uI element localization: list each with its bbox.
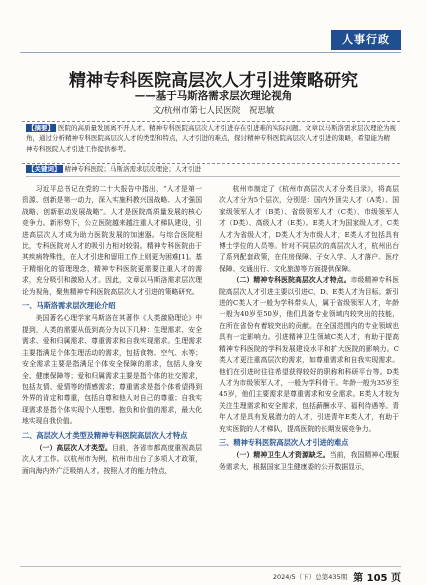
page-number: 第 105 页 [353, 573, 401, 584]
keywords [26, 164, 400, 177]
section-heading-1: 一、马斯洛需求层次理论介绍 [22, 301, 116, 311]
keywords-text: 精神专科医院；马斯洛需求层次理论；人才引进 [64, 165, 201, 173]
article-author: 文/杭州市第七人民医院 祝思敏 [152, 106, 275, 116]
page-footer [273, 569, 401, 584]
intro-paragraph: 习近平总书记在党的二十大报告中指出，“人才是第一资源、创新是第一动力，深入实施科教兴国战略、人才强国战略、创新驱动发展战略”。人才是医院高质量发展的核心竞争力。新形势下，公立医院越来越注重人才梯队建设，引进高层次人才成为助力医院发展的加速器。与综合医院相比，专科医院对人才的吸引力相对较弱。精神专科医院由于其疾病特殊性，在人才引进和留用工作上则更为困难[1]。基于精细化的管理理念，精神专科医院更需要注重人才的需求，充分吸引和激励人才。因此，文章以马斯洛需求层次理论为视角，聚焦精神专科医院高层次人才引进的策略研究。 [22, 185, 202, 296]
abstract-text: 医院的高质量发展离不开人才。精神专科医院高层次人才引进存在引进难的实际问题。文章以马斯洛需求层次理论为视角，通过分析精神专科医院高层次人才的类型和特点，人才引进的难点，探讨精神专科医院高层次人才引进的策略，希望能为精神专科医院人才引进工作提供参考。 [26, 124, 396, 153]
right-column [219, 184, 399, 554]
subheading-difficulties: （一）精神卫生人才资源缺乏。 [232, 451, 330, 460]
paragraph-hangzhou-policy: 杭州市制定了《杭州市高层次人才分类目录》，将高层次人才分为5个层次，分别是：国内外顶尖人才（A类）、国家级领军人才（B类）、省级领军人才（C类）、市级领军人才（D类）、高级人才（E类）。E类人才为国家级人才，C类人才为省级人才，D类人才为市级人才，E类人才包括具有博士学位的人员等。针对不同层次的高层次人才，杭州出台了系列配套政策，在住房保障、子女入学、人才落户、医疗保障、交通出行、文化旅游等方面提供保障。 [219, 185, 399, 273]
keywords-label: 【关键词】 [28, 165, 61, 173]
section-heading-2: 二、高层次人才类型及精神专科医院高层次人才特点 [22, 430, 188, 440]
abstract-label: 【摘要】 [28, 124, 54, 132]
subheading-talent-types: （一）高层次人才类型。 [35, 443, 112, 452]
difficulties-text: 当前，我国精神心理服务需求大，根据国家卫生健康委的公开数据显示， [219, 451, 399, 471]
left-column [22, 184, 202, 554]
talent-features-text: 市级精神专科医院高层次人才引进主要以引进C、D、E类人才为目标。新引进的C类人才一般为学科带头人，属于省级领军人才，年龄一般为40岁至50岁，他们具备专业领域内较突出的技能，在所在省份有着较突出的贡献。在全国范围内的专业领域也具有一定影响力。引进精神卫生领域C类人才，有助于提高精神专科医院的学科发展建设水平和扩大医院的影响力。C类人才更注重高层次的需求，如尊重需求和自我实现需求。他们在引进时往往希望获得较好的职称和科研平台等。D类人才为市级领军人才，一般为学科骨干。年龄一般为35岁至45岁，他们主要需求是尊重需求和安全需求。E类人才较为关注生理需求和安全需求，包括薪酬水平、福利待遇等。青年人才是具有发展潜力的人才，引进青年E类人才，有助于充实医院的人才梯队，提高医院的长期发展竞争力。 [219, 276, 399, 433]
paragraph-talent-features [219, 275, 399, 435]
section-heading-3: 三、精神专科医院高层次人才引进的难点 [219, 437, 349, 447]
subheading-talent-features: （二）精神专科医院高层次人才特点。 [232, 276, 351, 285]
paragraph-difficulties [219, 450, 399, 473]
talent-types-text: 目前，各省市都高度重视高层次人才工作。以杭州市为例，杭州市出台了多项人才政策，面向海内外广泛吸纳人才。按照人才的能力特点， [22, 443, 202, 475]
issue-info: 2024/5（下）总第435期 [272, 573, 348, 581]
abstract [22, 121, 400, 164]
section-tag: 人事行政 [331, 30, 401, 50]
paragraph-talent-types [22, 443, 202, 477]
article-title: 精神专科医院高层次人才引进策略研究 [69, 71, 358, 91]
paragraph-maslow: 美国著名心理学家马斯洛在其著作《人类激励理论》中提到，人类的需要从低到高分为以下几种：生理需求、安全需求、爱和归属需求、尊重需求和自我实现需求。生理需求主要指满足个体生理活动的需求，包括食物、空气、水等；安全需求主要是指满足个体安全保障的需求，包括人身安全、健康保障等；爱和归属需求主要是指个体的社交需求，包括友情、爱情等的情感需求；尊重需求是指个体希望得到外界的肯定和尊重，包括自尊和他人对自己的尊重；自我实现需求是指个体实现个人理想、抱负和价值的需求，最大化地实现自我价值。 [22, 314, 202, 426]
article-subtitle: ——基于马斯洛需求层次理论视角 [134, 90, 293, 102]
footer-divider [20, 566, 401, 567]
section-divider [20, 52, 401, 53]
